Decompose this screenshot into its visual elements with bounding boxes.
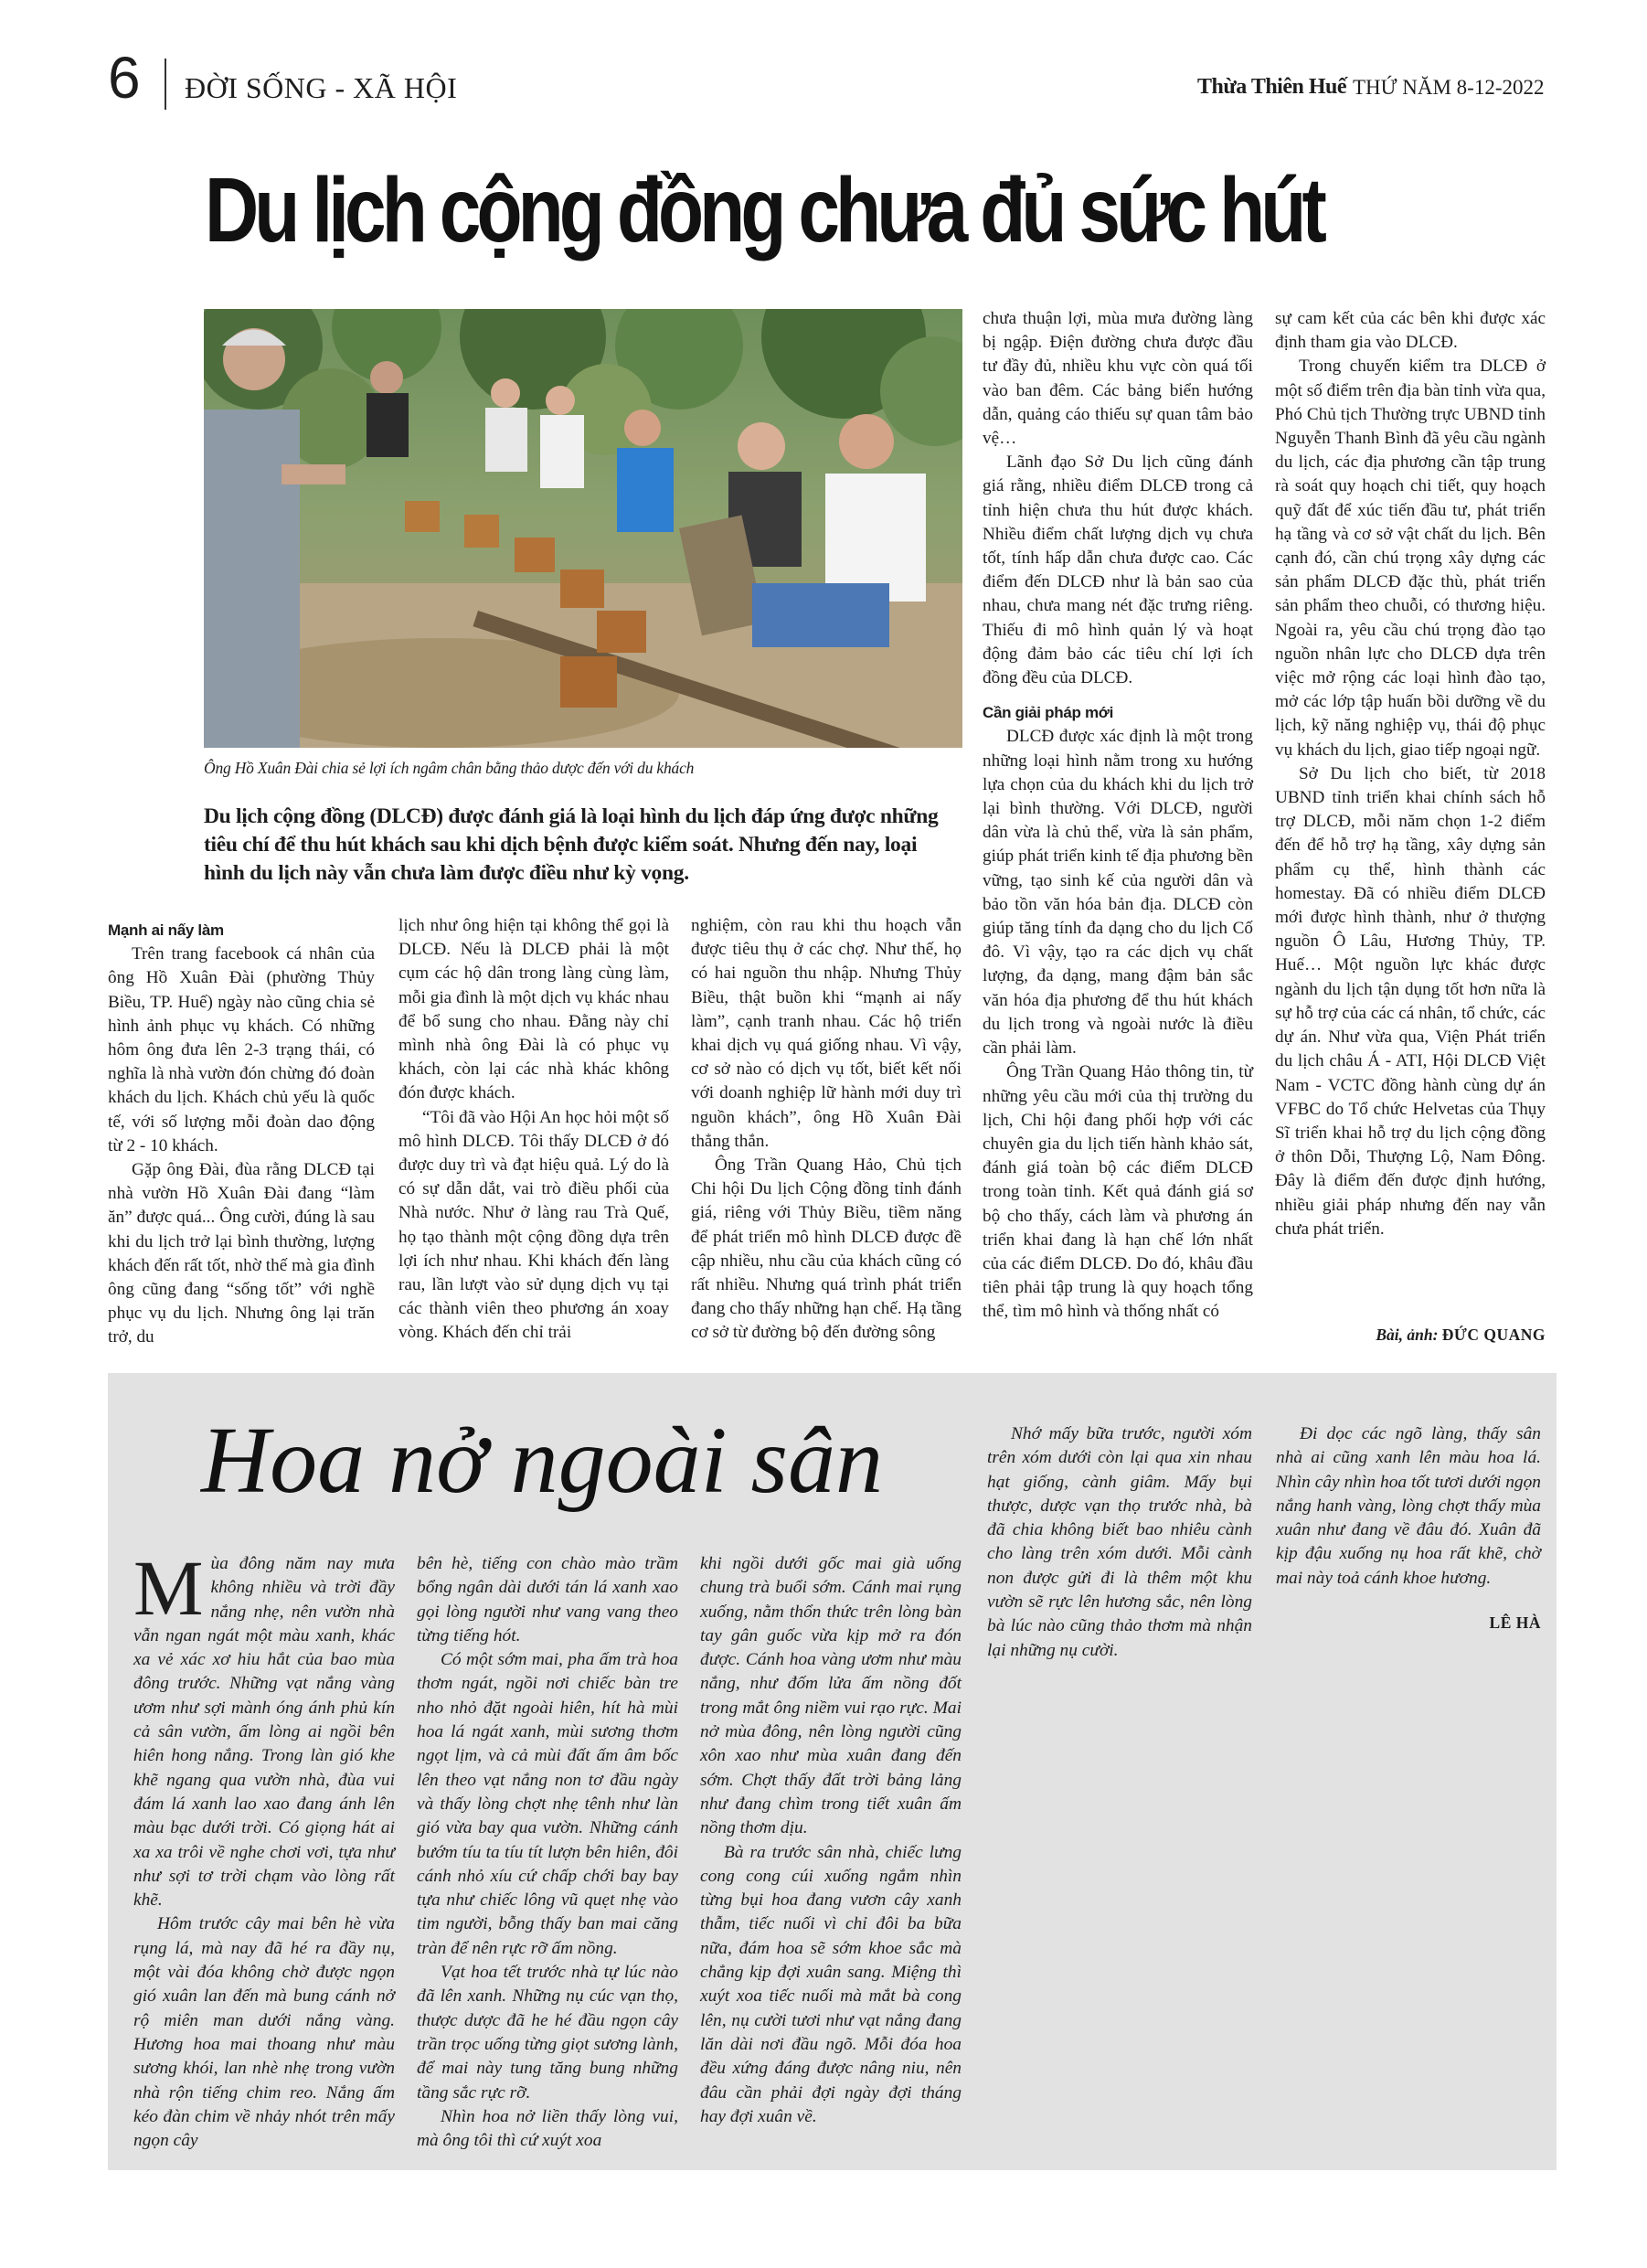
issue-date: THỨ NĂM 8-12-2022 xyxy=(1353,76,1545,99)
drop-cap: M xyxy=(133,1544,204,1632)
paragraph: chưa thuận lợi, mùa mưa đường làng bị ngập. Điện đường chưa được đầu tư đầy đủ, nhiều khu vực còn quá tối vào ban đêm. Các bảng biển hướng dẫn, quảng cáo thiếu sự quan tâm bảo vệ… xyxy=(983,309,1253,449)
paragraph: Nhìn hoa nở liền thấy lòng vui, mà ông tôi thì cứ xuýt xoa xyxy=(417,2106,678,2151)
paper-name: Thừa Thiên Huế xyxy=(1197,75,1347,99)
paragraph: sự cam kết của các bên khi được xác định tham gia vào DLCĐ. xyxy=(1275,309,1546,353)
paragraph: lịch như ông hiện tại không thể gọi là DLCĐ. Nếu là DLCĐ phải là một cụm các hộ dân trong làng cùng làm, mỗi gia đình là một dịch vụ khác nhau để bổ sung cho nhau. Đằng này chỉ mình nhà ông Đài là có phục vụ khách, còn lại các nhà khác không đón được khách. xyxy=(398,916,669,1103)
paragraph: Vạt hoa tết trước nhà tự lúc nào đã lên xanh. Những nụ cúc vạn thọ, thược dược đã he hé đầu ngọn cây trần trọc uống từng giọt sương lành, để mai này tung tăng bung những tầng sắc rực rỡ. xyxy=(417,1963,678,2103)
byline-name: ĐỨC QUANG xyxy=(1441,1326,1546,1344)
subhead-manh-ai-nay-lam: Mạnh ai nấy làm xyxy=(108,921,224,939)
photo-tourists-foot-soak-icon xyxy=(204,309,962,748)
paragraph: Nhớ mấy bữa trước, người xóm trên xóm dưới còn lại qua xin nhau hạt giống, cành giâm. Mấy bụi thược, dược vạn thọ trước nhà, bà đã chia không biết bao nhiêu cành cho làng trên xóm dưới. Mỗi cành non được gửi đi là thêm một khu vườn sẽ rực lên hương sắc, nên lòng bà lúc nào cũng thảo thơm mà nhận lại những nụ cười. xyxy=(987,1424,1252,1660)
paragraph: Có một sớm mai, pha ấm trà hoa thơm ngát, ngồi nơi chiếc bàn tre nho nhỏ đặt ngoài hiên, hít hà mùi hoa lá ngát xanh, mùi sương thơm ngọt lịm, và cả mùi đất ấm âm bốc lên theo vạt nắng non tơ đầu ngày và thấy lòng chợt nhẹ tênh như làn gió vừa bay qua vườn. Những cánh bướm tíu ta tíu tít lượn bên hiên, đôi cánh nhỏ xíu cứ chấp chới bay bay tựa như chiếc lông vũ quẹt nhẹ vào tim người, bỗng thấy ban mai căng tràn để nên rực rỡ ấm nồng. xyxy=(417,1650,678,1958)
paragraph: Hôm trước cây mai bên hè vừa rụng lá, mà nay đã hé ra đầy nụ, một vài đóa không chờ được ngọn gió xuân lan đến mà bung cánh nở rộ miên man dưới nắng vàng. Hương hoa mai thoang như màu sương khói, lan nhè nhẹ trong vườn nhà rộn tiếng chim reo. Nắng ấm kéo đàn chim về nhảy nhót trên mấy ngọn cây xyxy=(133,1914,395,2151)
article-headline: Du lịch cộng đồng chưa đủ sức hút xyxy=(205,159,1323,261)
page-number: 6 xyxy=(108,45,141,111)
byline-label: Bài, ảnh: xyxy=(1376,1326,1439,1344)
article1-column-4 xyxy=(983,307,1253,1325)
article1-column-3 xyxy=(691,914,962,1346)
header-divider xyxy=(165,59,166,110)
paragraph: bên hè, tiếng con chào mào trầm bổng ngân dài dưới tán lá xanh xao gọi lòng người như vang vang theo từng tiếng hót. xyxy=(417,1554,678,1645)
paragraph: Mùa đông năm nay mưa không nhiều và trời đầy nắng nhẹ, nên vườn nhà vẫn ngan ngát một màu xanh, khác xa vẻ xác xơ hiu hắt của bao mùa đông trước. Những vạt nắng vàng ươm như sợi mành óng ánh phủ kín cả sân vườn, ấm lòng ai ngồi bên hiên hong nắng. Trong làn gió khe khẽ ngang qua vườn nhà, đùa vui đám lá xanh lao xao đang ánh lên màu bạc dưới trời. Có giọng hát ai xa xa trôi về nghe chơi vơi, tựa như như sợi tơ trời chạm vào lòng rất khẽ. xyxy=(133,1544,395,1911)
paragraph: Ông Trần Quang Hảo thông tin, từ những yêu cầu mới của thị trường du lịch, Chi hội đang phối hợp với các chuyên gia du lịch tiến hành khảo sát, đánh giá toàn bộ các điểm DLCĐ trong toàn tỉnh. Kết quả đánh giá sơ bộ cho thấy, cách làm và phương án triển khai đang là hạn chế lớn nhất của các điểm DLCĐ. Do đó, khâu đầu tiên phải tập trung là quy hoạch tổng thể, tìm mô hình và thống nhất có xyxy=(983,1062,1253,1322)
page-header xyxy=(108,45,1557,115)
essay-column-3 xyxy=(700,1552,962,2129)
paragraph: Bà ra trước sân nhà, chiếc lưng cong cong cúi xuống ngắm nhìn từng bụi hoa đang vươn cây xanh thẫm, tiếc nuối vì chỉ đôi ba bữa nữa, đám hoa sẽ sớm khoe sắc mà chẳng kịp đợi xuân sang. Miệng thì xuýt xoa tiếc nuối mà mắt bà cong lên, nụ cười tươi như vạt nắng đang lăn dài nơi đầu ngõ. Mỗi đóa hoa đều xứng đáng được nâng niu, nên đâu cần phải đợi ngày đợi tháng hay đợi xuân về. xyxy=(700,1842,962,2126)
paragraph: DLCĐ được xác định là một trong những loại hình nằm trong xu hướng lựa chọn của du khách khi du lịch trở lại bình thường. Với DLCĐ, người dân vừa là chủ thể, vừa là sản phẩm, giúp phát triển kinh tế địa phương bền vững, tạo sinh kế của người dân và bảo tồn văn hóa bản địa. DLCĐ còn giúp tăng tính đa dạng cho du lịch Cố đô. Vì vậy, tạo ra các dịch vụ chất lượng, đa dạng, mang đậm bản sắc văn hóa địa phương để thu hút khách du lịch trong và ngoài nước là điều cần phải làm. xyxy=(983,727,1253,1059)
paragraph: Lãnh đạo Sở Du lịch cũng đánh giá rằng, nhiều điểm DLCĐ trong cả tỉnh hiện chưa thu hút được khách. Nhiều điểm chất lượng dịch vụ chưa tốt, tính hấp dẫn chưa được cao. Các điểm đến DLCĐ như là bản sao của nhau, chưa mang nét đặc trưng riêng. Thiếu đi mô hình quản lý và hoạt động đảm bảo các tiêu chí lợi ích đồng đều của DLCĐ. xyxy=(983,453,1253,688)
paragraph: Trong chuyến kiểm tra DLCĐ ở một số điểm trên địa bàn tỉnh vừa qua, Phó Chủ tịch Thường trực UBND tỉnh Nguyễn Thanh Bình đã yêu cầu ngành du lịch, các địa phương cần tập trung rà soát quy hoạch chi tiết, quy hoạch quỹ đất để xúc tiến đầu tư, phát triển hạ tầng và cơ sở vật chất du lịch. Bên cạnh đó, cần chú trọng xây dựng các sản phẩm DLCĐ đặc thù, phát triển sản phẩm theo chuỗi, có thương hiệu. Ngoài ra, yêu cầu chú trọng đào tạo nguồn nhân lực cho DLCĐ dựa trên việc mở rộng các loại hình đào tạo, mở các lớp tập huấn bồi dưỡng về du lịch, kỹ năng nghiệp vụ, thái độ phục vụ khách du lịch, giao tiếp ngoại ngữ. xyxy=(1275,357,1546,760)
article-photo xyxy=(204,309,962,748)
section-title: ĐỜI SỐNG - XÃ HỘI xyxy=(185,71,458,104)
paragraph: Trên trang facebook cá nhân của ông Hồ Xuân Đài (phường Thủy Biều, TP. Huế) ngày nào cũng chia sẻ hình ảnh phục vụ khách. Có những hôm ông đưa lên 2-3 trạng thái, có nghĩa là nhà vườn đón chừng đó đoàn khách du lịch. Khách chủ yếu là quốc tế, với số lượng mỗi đoàn dao động từ 2 - 10 khách. xyxy=(108,944,375,1155)
paragraph: khi ngồi dưới gốc mai già uống chung trà buổi sớm. Cánh mai rụng xuống, nằm thổn thức trên lòng bàn tay gân guốc vừa kịp mở ra đón được. Cánh hoa vàng ươm như màu nắng, như đốm lửa ấm nồng đốt trong mắt ông niềm vui rạo rực. Mai nở mùa đông, nên lòng người cũng xôn xao như mùa xuân đang đến sớm. Chợt thấy đất trời bảng lảng như đang chìm trong tiết xuân ấm nồng thơm dịu. xyxy=(700,1554,962,1838)
paragraph: Sở Du lịch cho biết, từ 2018 UBND tỉnh triển khai chính sách hỗ trợ DLCĐ, mỗi năm chọn 1-2 điểm đến để hỗ trợ hạ tầng, xây dựng sản phẩm cụ thể, hình thành các homestay. Đã có nhiều điểm DLCĐ mới được hình thành, như ở thượng nguồn Ô Lâu, Hương Thủy, TP. Huế… Một nguồn lực khác được ngành du lịch tận dụng tốt hơn nữa là sự hỗ trợ của các cá nhân, tổ chức, các dự án. Như vừa qua, Viện Phát triển du lịch châu Á - ATI, Hội DLCĐ Việt Nam - VCTC đồng hành cùng dự án VFBC do Tổ chức Helvetas của Thụy Sĩ triển khai hỗ trợ du lịch cộng đồng ở thôn Dỗi, Thượng Lộ, Nam Đông. Đây là điểm đến được định hướng, nhiều giải pháp nhưng đến nay vẫn chưa phát triển. xyxy=(1275,763,1546,1239)
essay-column-2 xyxy=(417,1552,678,2153)
essay-column-1 xyxy=(133,1544,395,2153)
byline xyxy=(1275,1326,1546,1345)
essay-column-5 xyxy=(1276,1422,1541,1634)
paragraph: Ông Trần Quang Hảo, Chủ tịch Chi hội Du lịch Cộng đồng tỉnh đánh giá, riêng với Thủy Biều, tiềm năng để phát triển mô hình DLCĐ được đề cập nhiều, nhu cầu của khách cũng có rất nhiều. Nhưng quá trình phát triển đang cho thấy những hạn chế. Hạ tầng cơ sở từ đường bộ đến đường sông xyxy=(691,1155,962,1343)
photo-caption: Ông Hồ Xuân Đài chia sẻ lợi ích ngâm chân bằng thảo dược đến với du khách xyxy=(204,759,695,777)
essay-title: Hoa nở ngoài sân xyxy=(201,1408,883,1513)
paragraph: “Tôi đã vào Hội An học hỏi một số mô hình DLCĐ. Tôi thấy DLCĐ ở đó được duy trì và đạt hiệu quả. Lý do là có sự dẫn dắt, vai trò điều phối của Nhà nước. Như ở làng rau Trà Quế, họ tạo thành một cộng đồng dựa trên lợi ích như nhau. Khi khách đến làng rau, lần lượt vào sử dụng dịch vụ tại các thành viên theo phương án xoay vòng. Khách đến chỉ trải xyxy=(398,1107,669,1343)
article-lead: Du lịch cộng đồng (DLCĐ) được đánh giá là loại hình du lịch đáp ứng được những tiêu chí để thu hút khách sau khi dịch bệnh được kiểm soát. Nhưng đến nay, loại hình du lịch này vẫn chưa làm được điều như kỳ vọng. xyxy=(204,804,939,885)
article1-column-1 xyxy=(108,919,375,1350)
paragraph: Gặp ông Đài, đùa rằng DLCĐ tại nhà vườn Hồ Xuân Đài đang “làm ăn” được quá... Ông cười, đúng là sau khi du lịch trở lại bình thường, lượng khách đến rất tốt, nhờ thế mà gia đình ông cũng đang “sống tốt” với nghề phục vụ du lịch. Nhưng ông lại trăn trở, du xyxy=(108,1160,375,1347)
paragraph: nghiệm, còn rau khi thu hoạch vẫn được tiêu thụ ở các chợ. Như thế, họ có hai nguồn thu nhập. Nhưng Thủy Biều, thật buồn khi “mạnh ai nấy làm”, cạnh tranh nhau. Các hộ triển khai dịch vụ quá giống nhau. Vì vậy, cơ sở nào có dịch vụ tốt, biết kết nối với doanh nghiệp lữ hành mới duy trì nguồn khách”, ông Hồ Xuân Đài thẳng thắn. xyxy=(691,916,962,1151)
subhead-can-giai-phap-moi: Cần giải pháp mới xyxy=(983,704,1114,722)
article1-column-5 xyxy=(1275,307,1546,1241)
paragraph: Đi dọc các ngõ làng, thấy sân nhà ai cũng xanh lên màu hoa lá. Nhìn cây nhìn hoa tốt tươi dưới ngọn nắng hanh vàng, lòng chợt thấy mùa xuân như đang về đâu đó. Xuân đã kịp đậu xuống nụ hoa rất khẽ, chờ mai này toả cánh khoe hương. xyxy=(1276,1424,1541,1588)
essay-author: LÊ HÀ xyxy=(1489,1613,1541,1633)
article1-column-2 xyxy=(398,914,669,1346)
essay-column-4 xyxy=(987,1422,1252,1663)
